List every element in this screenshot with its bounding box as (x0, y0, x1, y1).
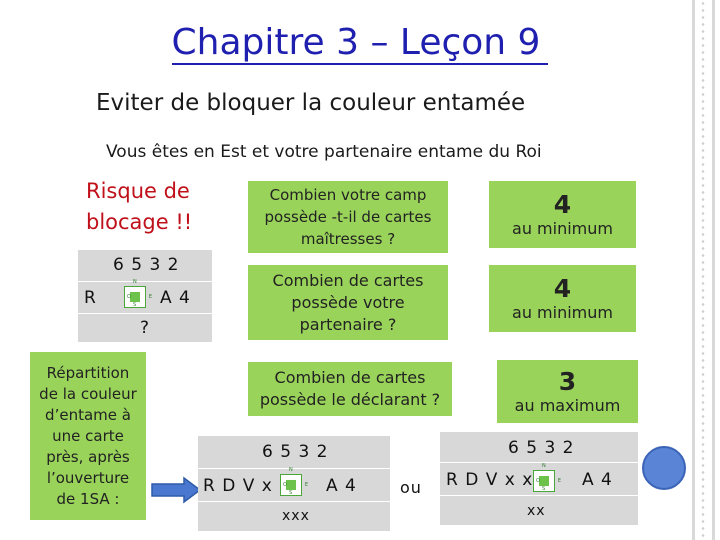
answer-box-1 (489, 181, 636, 248)
question-2-line: Combien de cartes (272, 270, 424, 290)
question-box-2 (248, 265, 448, 340)
compass-core (130, 292, 140, 302)
answer-3-qualifier: au maximum (514, 395, 621, 415)
slide-border-dots (700, 0, 706, 540)
compass-n: N (133, 279, 137, 285)
compass-icon (533, 463, 561, 492)
answer-1-qualifier: au minimum (512, 218, 613, 238)
compass-e: E (304, 482, 308, 488)
repartition-line: l’ouverture (46, 468, 130, 487)
answer-2-value: 4 (553, 273, 572, 303)
compass-icon (280, 467, 308, 496)
risk-line-1: Risque de (86, 179, 190, 203)
compass-core (539, 476, 549, 486)
diagram-b-bottom-cards: xx (527, 503, 546, 519)
slide-subtitle: Eviter de bloquer la couleur entamée (96, 90, 526, 116)
slide-title (0, 22, 720, 63)
diagram-b-top-cards: 6 5 3 2 (508, 438, 575, 458)
repartition-box (30, 352, 146, 520)
slide-border-line-outer (712, 0, 715, 540)
compass-n: N (289, 467, 293, 473)
risk-line-2: blocage !! (86, 210, 193, 234)
diagram-a-top-cards: 6 5 3 2 (262, 442, 329, 462)
question-2-line: partenaire ? (299, 314, 397, 334)
diagram-a-right-cards: A 4 (326, 476, 357, 496)
context-text: Vous êtes en Est et votre partenaire entame du Roi (106, 142, 542, 162)
compass-n: N (542, 463, 546, 469)
repartition-line: d’entame à (45, 405, 131, 424)
diagram-b-left-cards: R D V x x (446, 470, 534, 490)
compass-o: O (536, 478, 540, 484)
answer-3-value: 3 (558, 366, 577, 396)
answer-2-qualifier: au minimum (512, 302, 613, 322)
diagram-b-right-cards: A 4 (582, 470, 613, 490)
left-top-cards: 6 5 3 2 (113, 255, 180, 275)
compass-o: O (127, 294, 131, 300)
compass-icon (124, 279, 152, 308)
answer-box-2 (489, 265, 636, 332)
question-1-line: Combien votre camp (269, 186, 427, 204)
navigation-circle-button[interactable] (642, 446, 686, 490)
slide-border-line (692, 0, 695, 540)
left-right-cards: A 4 (160, 288, 191, 308)
arrow-right-icon (150, 476, 202, 504)
risk-warning (86, 176, 192, 238)
answer-1-value: 4 (553, 189, 572, 219)
compass-s: S (542, 486, 546, 492)
diagram-a-bottom-cards: xxx (282, 508, 310, 524)
compass-o: O (283, 482, 287, 488)
question-1-line: maîtresses ? (300, 230, 396, 248)
compass-e: E (148, 294, 152, 300)
answer-box-3 (497, 360, 638, 423)
repartition-line: de la couleur (39, 384, 137, 403)
separator-text: ou (400, 478, 422, 497)
question-3-line: Combien de cartes (274, 368, 426, 387)
repartition-line: de 1SA : (56, 489, 120, 508)
left-bottom-cards: ? (140, 318, 151, 338)
question-3-line: possède le déclarant ? (259, 390, 441, 409)
question-2-line: possède votre (291, 292, 405, 312)
question-1-line: possède -t-il de cartes (264, 208, 432, 226)
repartition-line: Répartition (46, 363, 130, 382)
repartition-line: une carte (52, 426, 124, 445)
compass-s: S (133, 302, 137, 308)
slide-title-text: Chapitre 3 – Leçon 9 (172, 22, 549, 65)
repartition-line: près, après (46, 447, 130, 466)
left-left-cards: R (84, 288, 97, 308)
compass-s: S (289, 490, 293, 496)
diagram-a-left-cards: R D V x (203, 476, 273, 496)
compass-core (286, 480, 296, 490)
compass-e: E (557, 478, 561, 484)
question-box-1 (248, 181, 448, 253)
question-box-3 (248, 362, 452, 416)
